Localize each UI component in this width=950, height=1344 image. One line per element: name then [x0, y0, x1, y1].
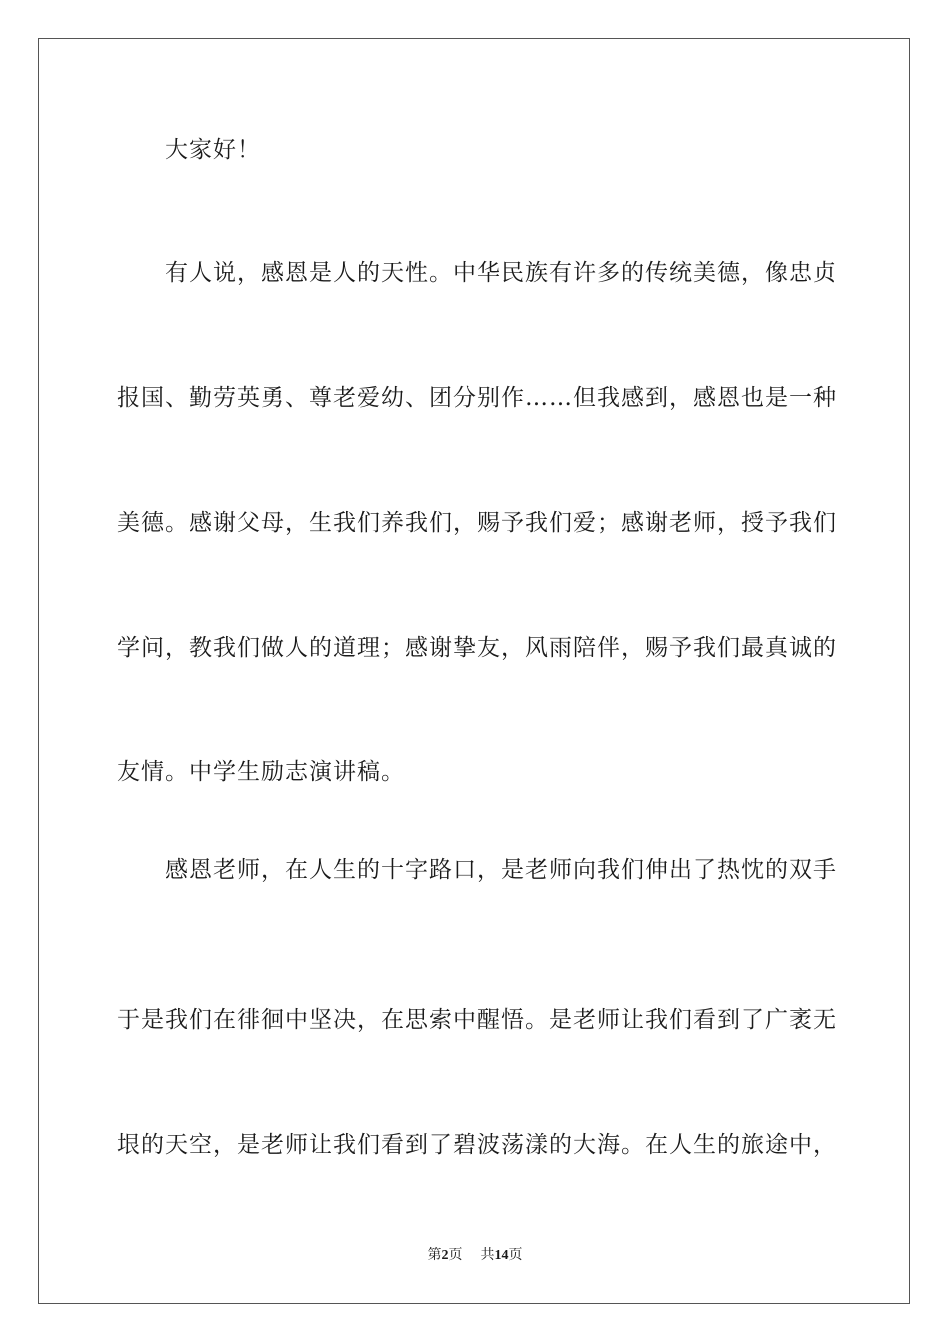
page-prefix: 第 — [427, 1248, 442, 1263]
total-unit: 页 — [508, 1248, 523, 1263]
paragraph-line: 于是我们在徘徊中坚决，在思索中醒悟。是老师让我们看到了广袤无 — [117, 1007, 837, 1033]
paragraph-line: 美德。感谢父母，生我们养我们，赐予我们爱；感谢老师，授予我们 — [117, 510, 837, 536]
paragraph-line: 有人说，感恩是人的天性。中华民族有许多的传统美德，像忠贞 — [165, 260, 837, 286]
paragraph-line: 学问，教我们做人的道理；感谢挚友，风雨陪伴，赐予我们最真诚的 — [117, 635, 837, 661]
current-page-number: 2 — [441, 1248, 449, 1263]
paragraph-line: 报国、勤劳英勇、尊老爱幼、团分别作……但我感到，感恩也是一种 — [117, 385, 837, 411]
page-footer — [0, 1246, 950, 1266]
page-unit: 页 — [448, 1248, 463, 1263]
page-border — [38, 38, 910, 1304]
total-page-count: 14 — [494, 1248, 509, 1263]
total-prefix: 共 — [480, 1248, 495, 1263]
paragraph-line: 垠的天空，是老师让我们看到了碧波荡漾的大海。在人生的旅途中， — [117, 1132, 837, 1158]
paragraph-line: 感恩老师，在人生的十字路口，是老师向我们伸出了热忱的双手 — [165, 857, 837, 883]
paragraph-line: 友情。中学生励志演讲稿。 — [117, 759, 405, 785]
greeting-line: 大家好！ — [165, 137, 261, 163]
